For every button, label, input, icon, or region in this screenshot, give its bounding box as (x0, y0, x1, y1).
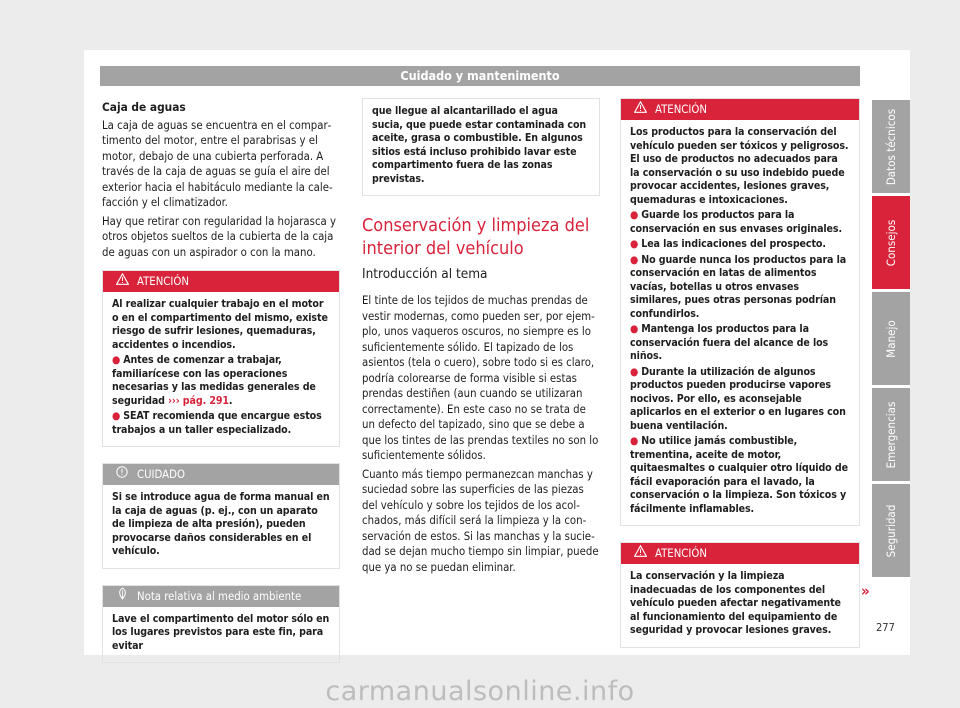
warning-box-products (620, 98, 860, 526)
page-reference-link[interactable]: ››› pág. 291 (168, 394, 229, 407)
section-title: Conservación y limpieza del interior del vehículo (362, 215, 590, 259)
bullet-dot-icon: ● (112, 354, 121, 366)
bullet-dot-icon: ● (630, 323, 639, 335)
tab-emergencias[interactable]: Emergencias (872, 388, 910, 481)
environment-note-box (102, 585, 340, 664)
warning-title: ATENCIÓN (655, 103, 707, 116)
environment-continued-body (363, 99, 599, 195)
warning-bullet-2: ● SEAT recomienda que encargue estos trabajos a un taller especializado. (112, 410, 322, 436)
watermark-text: carmanualsonline.info (325, 676, 635, 707)
environment-continued-text: que llegue al alcantarillado el agua sucia, que puede estar contaminada con aceite, grasa o combustible. En algunos sitios está incluso prohibido lavar este compartimento fuera de las zonas previstas. (372, 105, 587, 185)
column-3 (620, 98, 860, 660)
intro-paragraph-2: Cuanto más tiempo permanezcan manchas y suciedad sobre las superficies de las piezas del vehículo y sobre los tejidos de los acolchados, más difícil será la limpieza y la conservación de estos. Si las manchas y la suciedad se dejan mucho tiempo sin limpiar, puede que ya no se puedan eliminar. (362, 467, 599, 574)
warning-triangle-icon (113, 271, 131, 292)
bullet-dot-icon: ● (112, 410, 121, 422)
caja-paragraph-1: La caja de aguas se encuentra en el compartimento del motor, entre el parabrisas y el motor, debajo de una cubierta perforada. A través de la caja de aguas se guía el aire del exterior hacia el habitáculo mediante la calefacción y el climatizador. (102, 118, 333, 209)
continue-chevron-icon: » (861, 582, 870, 600)
bullet-dot-icon: ● (630, 209, 639, 221)
section-tabs (872, 100, 910, 580)
caja-de-aguas-heading: Caja de aguas (102, 100, 186, 114)
environment-title: Nota relativa al medio ambiente (137, 589, 302, 603)
info-circle-icon (113, 464, 131, 485)
warning-bullet: ● No guarde nunca los productos para la conservación en latas de alimentos vacías, botellas u otros envases similares, pues otras personas podrían confundirlos. (630, 253, 847, 320)
tab-datos-tecnicos[interactable]: Datos técnicos (872, 100, 910, 193)
bullet-dot-icon: ● (630, 253, 639, 266)
caution-text: Si se introduce agua de forma manual en la caja de aguas (p. ej., con un aparato de limpieza de alta presión), pueden provocarse daños considerables en el vehículo. (112, 491, 330, 557)
caution-body (103, 485, 339, 568)
section-subtitle: Introducción al tema (362, 266, 488, 282)
warning-title: ATENCIÓN (137, 275, 189, 288)
environment-note-continued (362, 98, 600, 196)
warning-box-cleaning (620, 542, 860, 648)
page-number: 277 (876, 621, 895, 634)
warning-bullet: ● Guarde los productos para la conservación en sus envases originales. (630, 209, 843, 235)
tab-manejo[interactable]: Manejo (872, 292, 910, 385)
warning-bullet: ● Mantenga los productos para la conservación fuera del alcance de los niños. (630, 323, 829, 362)
environment-body (103, 607, 339, 663)
column-2 (362, 98, 600, 578)
tab-consejos[interactable]: Consejos (872, 196, 910, 289)
warning-header (103, 271, 339, 292)
tab-seguridad[interactable]: Seguridad (872, 484, 910, 577)
warning-title: ATENCIÓN (655, 547, 707, 560)
warning-box-engine (102, 270, 340, 447)
warning-text: La conservación y la limpieza inadecuadas de los componentes del vehículo pueden afectar negativamente al funcionamiento del equipamiento de seguridad y provocar lesiones graves. (630, 570, 841, 636)
warning-header (621, 99, 859, 120)
warning-bullet: ● No utilice jamás combustible, trementina, aceite de motor, quitaesmaltes o cualquier otro líquido de fácil evaporación para el lavado, la conservación o la limpieza. Son tóxicos y fácilmente inflamables. (630, 435, 848, 515)
warning-body (103, 292, 339, 446)
caution-title: CUIDADO (137, 468, 185, 481)
bullet-dot-icon: ● (630, 435, 639, 447)
caution-box (102, 463, 340, 569)
warning-triangle-icon (631, 99, 649, 120)
page-header: Cuidado y mantenimento (100, 66, 860, 86)
warning-bullet: ● Lea las indicaciones del prospecto. (630, 238, 826, 250)
environment-text: Lave el compartimento del motor sólo en los lugares previstos para este fin, para evitar (112, 612, 330, 652)
warning-bullet: ● Durante la utilización de algunos productos pueden producirse vapores nocivos. Por ello, es aconsejable aplicarlos en el exterior o en lugares con buena ventilación. (630, 365, 846, 432)
bullet-dot-icon: ● (630, 365, 639, 378)
intro-paragraph-1: El tinte de los tejidos de muchas prendas de vestir modernas, como pueden ser, por ejemplo, unos vaqueros oscuros, no siempre es lo suficientemente sólido. El tapizado de los asientos (tela o cuero), sobre todo si es claro, podría colorearse de forma visible si estas prendas destiñen (aun cuando se utilizaran correctamente). En este caso no se trata de un defecto del tapizado, sino que se debe a que los tintes de las prendas textiles no son lo suficientemente sólidos. (362, 294, 599, 462)
warning-body (621, 564, 859, 647)
warning-intro: Los productos para la conservación del vehículo pueden ser tóxicos y peligrosos. El uso de productos no adecuados para la conservación o su uso indebido puede provocar accidentes, lesiones graves, quemaduras e intoxicaciones. (630, 126, 849, 206)
caja-paragraph-2: Hay que retirar con regularidad la hojarasca y otros objetos sueltos de la cubierta de la caja de aguas con un aspirador o con la mano. (102, 214, 336, 259)
leaf-icon (113, 586, 131, 607)
environment-header (103, 586, 339, 607)
caution-header (103, 464, 339, 485)
warning-header (621, 543, 859, 564)
warning-intro: Al realizar cualquier trabajo en el motor o en el compartimento del mismo, existe riesgo de sufrir lesiones, quemaduras, accidentes o incendios. (112, 298, 328, 351)
warning-body (621, 120, 859, 525)
bullet-dot-icon: ● (630, 238, 639, 250)
warning-bullet-1: ● Antes de comenzar a trabajar, familiarícese con las operaciones necesarias y las medidas generales de seguridad ››› pág. 291. (112, 354, 316, 407)
warning-triangle-icon (631, 543, 649, 564)
column-1 (102, 100, 340, 675)
